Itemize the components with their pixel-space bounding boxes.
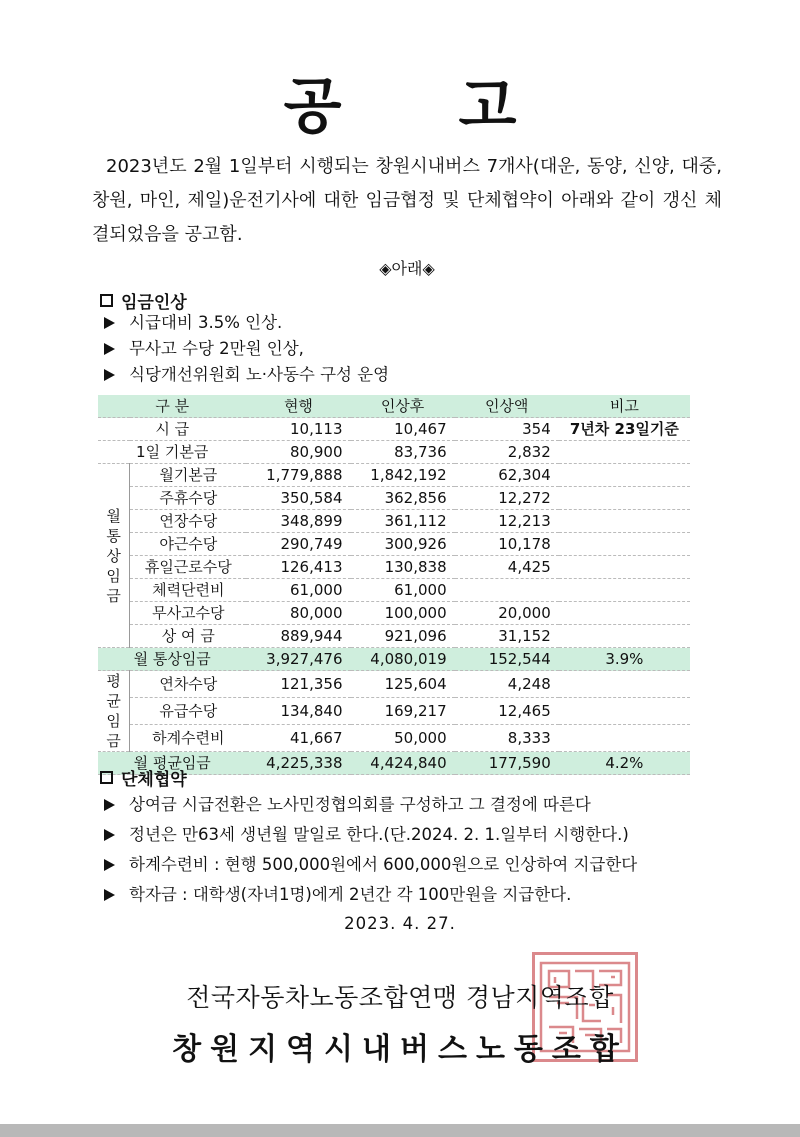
table-row: 유급수당 134,840 169,217 12,465 xyxy=(98,698,690,725)
table-row: 시 급 10,113 10,467 354 7년차 23일기준 xyxy=(98,418,690,441)
collective-section-heading xyxy=(100,765,187,790)
triangle-bullet-icon xyxy=(104,859,115,871)
triangle-bullet-icon xyxy=(104,829,115,841)
table-header-row xyxy=(98,395,690,418)
list-item: 정년은 만63세 생년월 말일로 한다.(단.2024. 2. 1.일부터 시행한다.) xyxy=(104,820,637,850)
notice-title: 공 고 xyxy=(283,72,565,142)
table-row: 연장수당 348,899 361,112 12,213 xyxy=(98,510,690,533)
table-row: 상 여 금 889,944 921,096 31,152 xyxy=(98,625,690,648)
wage-table xyxy=(98,395,690,775)
table-row: 무사고수당 80,000 100,000 20,000 xyxy=(98,602,690,625)
list-item: 무사고 수당 2만원 인상, xyxy=(104,336,389,362)
group-label-average: 평 균 임 금 xyxy=(98,671,130,752)
table-row: 월 통 상 임 금 월기본금 1,779,888 1,842,192 62,304 xyxy=(98,464,690,487)
table-row: 1일 기본금 80,900 83,736 2,832 xyxy=(98,441,690,464)
triangle-bullet-icon xyxy=(104,317,115,329)
triangle-bullet-icon xyxy=(104,889,115,901)
table-row: 휴일근로수당 126,413 130,838 4,425 xyxy=(98,556,690,579)
table-row: 체력단련비 61,000 61,000 xyxy=(98,579,690,602)
header-after: 인상후 xyxy=(351,395,455,418)
union-name: 창원지역시내버스노동조합 xyxy=(172,1032,628,1067)
federation-name: 전국자동차노동조합연맹 경남지역조합 xyxy=(186,983,614,1012)
triangle-bullet-icon xyxy=(104,369,115,381)
header-increase: 인상액 xyxy=(455,395,559,418)
collective-section-title: 단체협약 xyxy=(121,770,187,790)
list-item: 식당개선위원회 노·사동수 구성 운영 xyxy=(104,362,389,388)
checkbox-square-icon xyxy=(100,771,113,784)
wage-bullets xyxy=(104,310,389,388)
triangle-bullet-icon xyxy=(104,343,115,355)
collective-bullets xyxy=(104,790,637,910)
table-row: 하계수련비 41,667 50,000 8,333 xyxy=(98,725,690,752)
notice-date: 2023. 4. 27. xyxy=(344,914,456,933)
group-label-monthly: 월 통 상 임 금 xyxy=(98,464,130,648)
header-current: 현행 xyxy=(246,395,350,418)
list-item: 시급대비 3.5% 인상. xyxy=(104,310,389,336)
list-item: 상여금 시급전환은 노사민정협의회를 구성하고 그 결정에 따른다 xyxy=(104,790,637,820)
table-total-row: 월 통상임금 3,927,476 4,080,019 152,544 3.9% xyxy=(98,648,690,671)
table-total-row: 월 평균임금 4,225,338 4,424,840 177,590 4.2% xyxy=(98,752,690,775)
checkbox-square-icon xyxy=(100,294,113,307)
intro-paragraph xyxy=(92,150,722,286)
list-item: 하계수련비 : 현행 500,000원에서 600,000원으로 인상하여 지급한다 xyxy=(104,850,637,880)
table-row: 평 균 임 금 연차수당 121,356 125,604 4,248 xyxy=(98,671,690,698)
intro-text: 2023년도 2월 1일부터 시행되는 창원시내버스 7개사(대운, 동양, 신양, 대중, 창원, 마인, 제일)운전기사에 대한 임금협정 및 단체협약이 아래와 같이 갱신 체결되었음을 공고함. xyxy=(92,156,722,245)
triangle-bullet-icon xyxy=(104,799,115,811)
bottom-divider xyxy=(0,1124,800,1137)
table-row: 주휴수당 350,584 362,856 12,272 xyxy=(98,487,690,510)
list-item: 학자금 : 대학생(자녀1명)에게 2년간 각 100만원을 지급한다. xyxy=(104,880,637,910)
table-row: 야근수당 290,749 300,926 10,178 xyxy=(98,533,690,556)
header-category: 구 분 xyxy=(98,395,246,418)
center-note: ◈아래◈ xyxy=(379,259,435,278)
wage-section-title: 임금인상 xyxy=(121,293,187,313)
header-note: 비고 xyxy=(559,395,690,418)
